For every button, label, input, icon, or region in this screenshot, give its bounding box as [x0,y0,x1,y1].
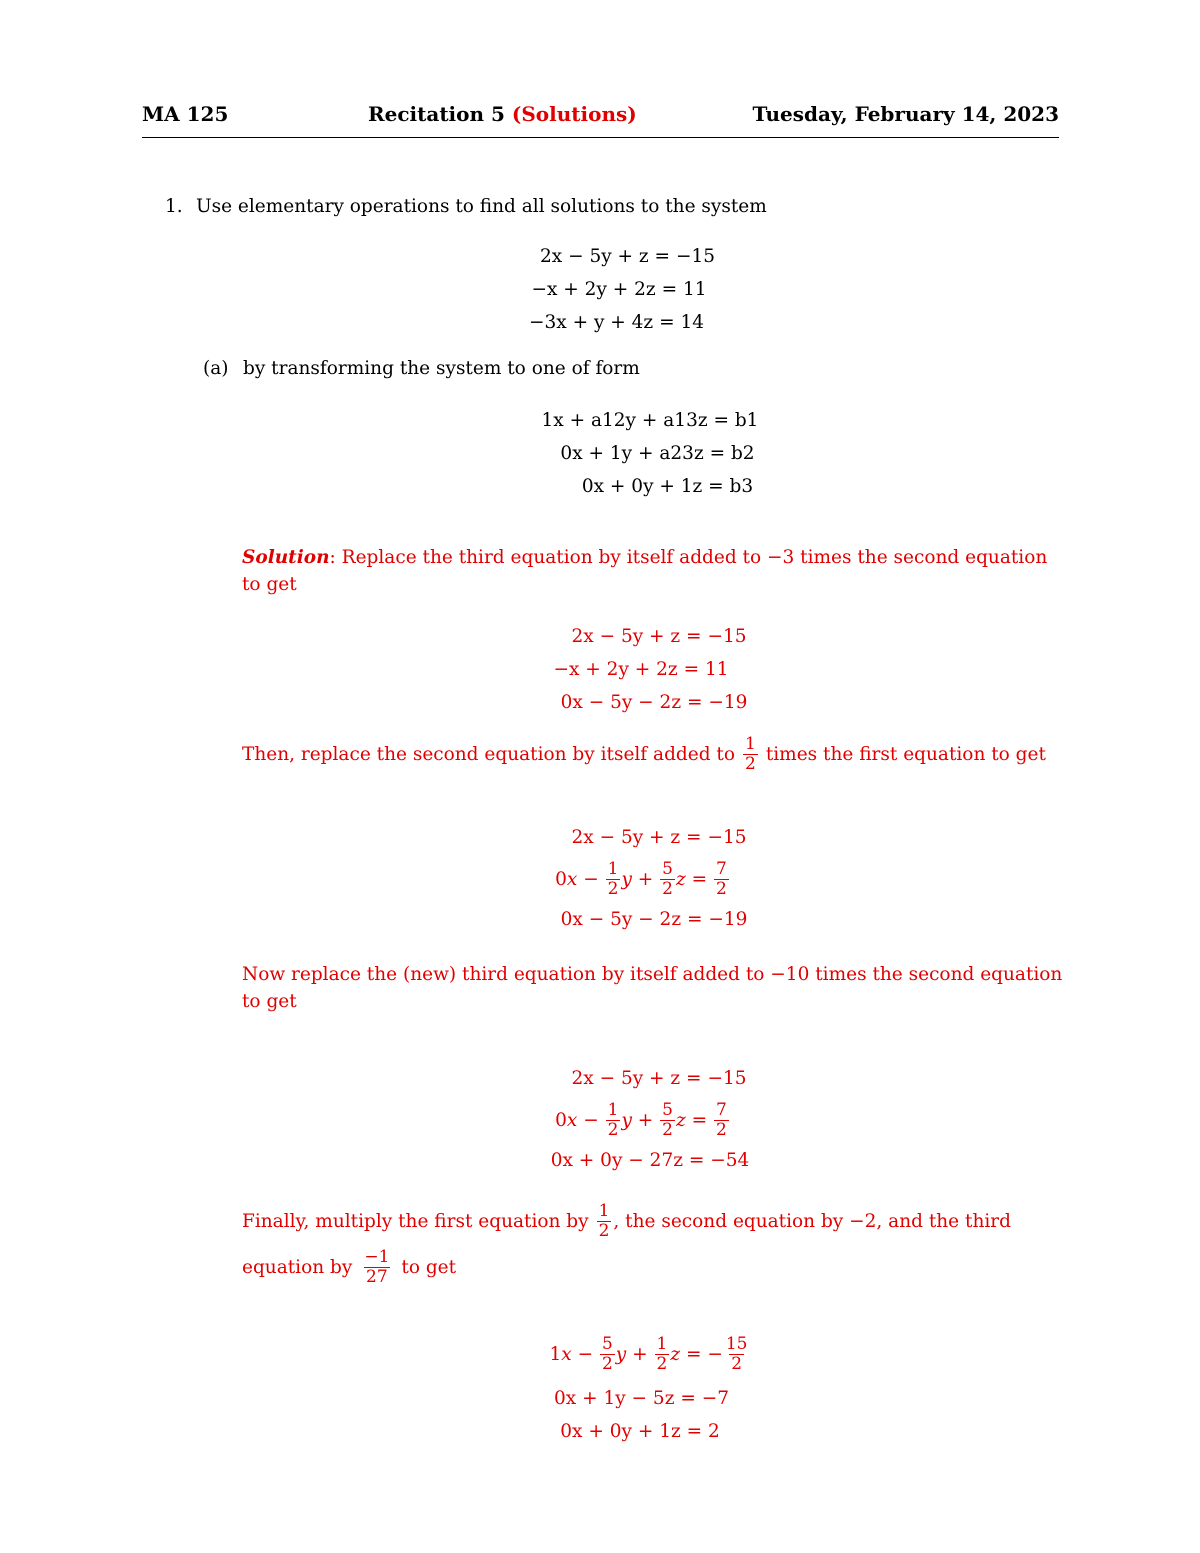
solution-step1-line2: to get [242,574,297,595]
equation: −x + 2y + 2z = 11 [531,279,707,300]
part-a-text: by transforming the system to one of form [243,358,640,379]
equation: 0x + 0y + 1z = b3 [581,476,754,497]
equation: −x + 2y + 2z = 11 [553,659,729,680]
equation: 2x − 5y + z = −15 [571,626,747,647]
solution-step1-line1 [242,547,1047,568]
part-a-label: (a) [203,358,229,379]
fraction-denominator: 2 [745,754,756,774]
header-date: Tuesday, February 14, 2023 [752,102,1059,126]
header-course: MA 125 [142,102,229,126]
equation: 0x − 5y − 2z = −19 [560,909,748,930]
solution-step4-a: Finally, multiply the first equation by [242,1211,589,1232]
equation: 0x + 1y − 5z = −7 [553,1388,729,1409]
equation: 0x + 0y + 1z = 2 [560,1421,720,1442]
fraction-denominator: 27 [366,1267,388,1287]
system-target-form [0,404,1200,503]
fraction [743,735,758,774]
equation: 0x − $\frac{1}{2}$ y + $\frac{5}{2}$ z = $\frac{7}{2}$ [555,858,727,899]
solution-step4-b: , the second equation by −2, and the third [613,1211,1011,1232]
header-title-text: Recitation 5 [368,102,505,126]
fraction [597,1202,612,1241]
fraction [362,1248,391,1287]
equation: 0x + 0y − 27z = −54 [550,1150,750,1171]
equation: 2x − 5y + z = −15 [539,246,715,267]
equation: 0x + 1y + a23z = b2 [560,443,755,464]
problem-number: 1. [165,196,183,217]
solution-step4-c: equation by [242,1257,353,1278]
system-final [0,1326,1200,1448]
solution-step4-d: to get [401,1257,457,1278]
equation: 2x − 5y + z = −15 [571,827,747,848]
fraction-numerator: 1 [598,1201,610,1221]
fraction-numerator: −1 [364,1247,390,1267]
solution-step2-before: Then, replace the second equation by itself added to [242,744,735,765]
solution-step3-line1: Now replace the (new) third equation by itself added to −10 times the second equation [242,964,1063,985]
equation: 1x + a12y + a13z = b1 [541,410,759,431]
solution-step4-line2 [242,1248,456,1287]
equation: 1x − $\frac{5}{2}$ y + $\frac{1}{2}$ z = − $\frac{15}{2}$ [549,1333,748,1374]
equation: 2x − 5y + z = −15 [571,1068,747,1089]
solution-label: Solution [242,547,330,568]
equation: 0x − 5y − 2z = −19 [560,692,748,713]
solution-step2-after: times the first equation to get [765,744,1046,765]
header-solutions-tag: (Solutions) [511,102,637,126]
solution-step4-line1 [242,1202,1011,1241]
system-step1 [0,620,1200,719]
problem-text: Use elementary operations to find all solutions to the system [196,196,767,217]
solution-step1-text: : Replace the third equation by itself added to −3 times the second equation [329,547,1048,568]
solution-step2 [242,735,1046,774]
header-rule [142,137,1059,138]
system-original [0,240,1200,339]
equation: 0x − $\frac{1}{2}$ y + $\frac{5}{2}$ z = $\frac{7}{2}$ [555,1099,727,1140]
solution-step3-line2: to get [242,991,297,1012]
system-step2 [0,825,1200,933]
system-step3 [0,1066,1200,1174]
fraction-numerator: 1 [745,734,756,754]
header-title [368,102,637,126]
equation: −3x + y + 4z = 14 [528,312,704,333]
fraction-denominator: 2 [598,1221,610,1241]
